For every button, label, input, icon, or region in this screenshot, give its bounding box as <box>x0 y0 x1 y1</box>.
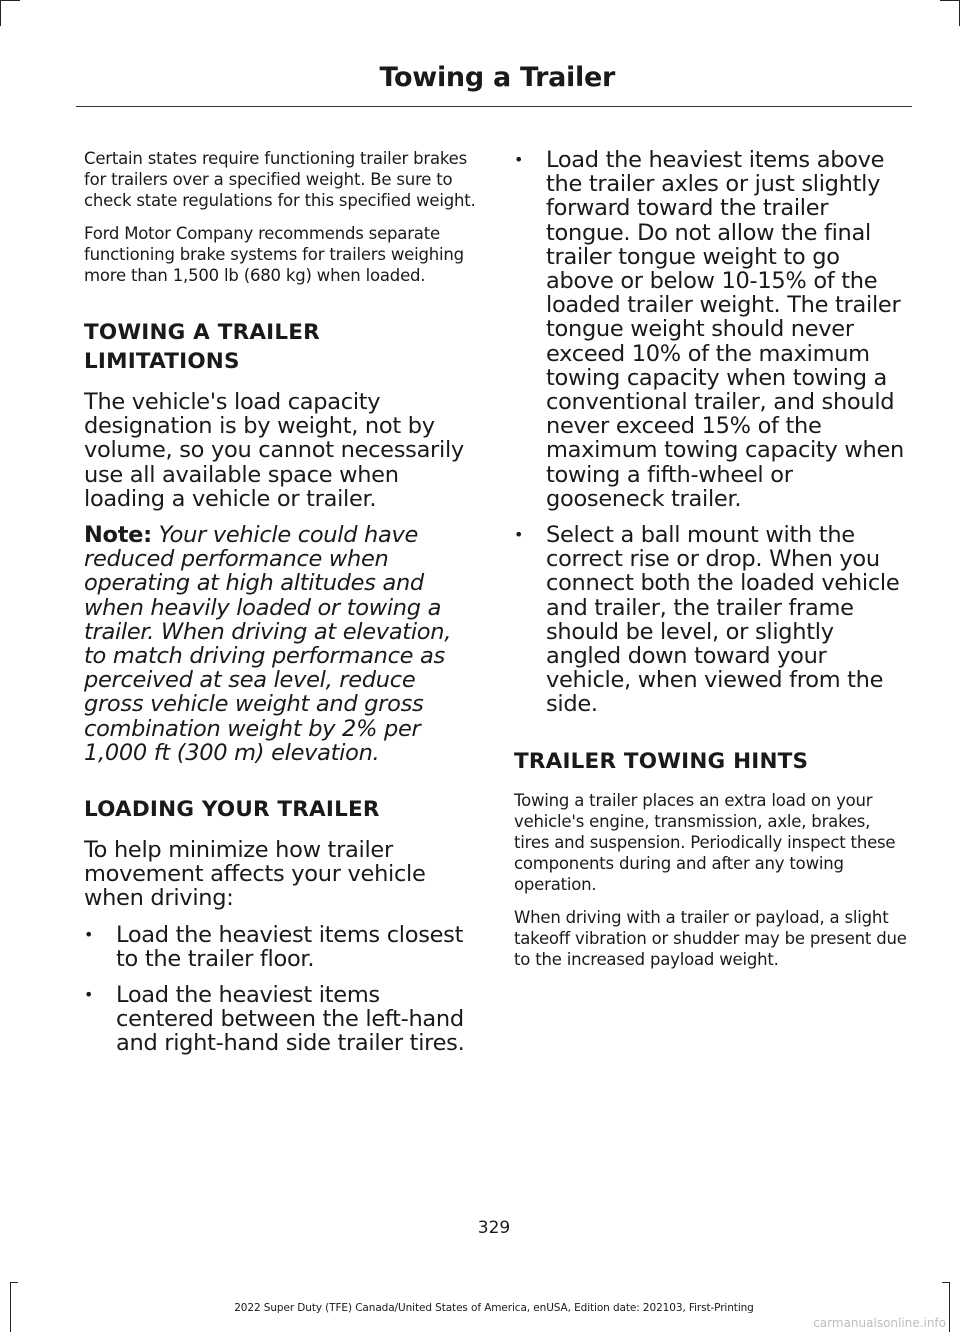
note-paragraph <box>84 523 476 765</box>
loading-bullet-list-continued <box>514 148 910 717</box>
page-number: 329 <box>477 1218 511 1238</box>
list-item: • Load the heaviest items above the trailer axles or just slightly forward toward the trailer tongue. Do not allow the final trailer tongue weight to go above or below 10-15% of the loaded trailer weight. The trailer tongue weight should never exceed 10% of the maximum towing capacity when towing a conventional trailer, and should never exceed 15% of the maximum towing capacity when towing a fifth-wheel or gooseneck trailer. <box>514 148 910 511</box>
section-heading-limitations <box>84 318 476 376</box>
hints-paragraph-2: When driving with a trailer or payload, a slight takeoff vibration or shudder may be present due to the increased payload weight. <box>514 907 907 969</box>
note-label: Note: <box>84 522 152 549</box>
section-heading-loading: LOADING YOUR TRAILER <box>84 797 380 823</box>
edition-footer: 2022 Super Duty (TFE) Canada/United States of America, enUSA, Edition date: 202103, First-Printing <box>234 1302 754 1314</box>
crop-mark <box>0 0 20 1</box>
heading-line: TOWING A TRAILER <box>84 320 320 345</box>
right-column <box>514 148 910 982</box>
note-text: Your vehicle could have reduced performance when operating at high altitudes and when heavily loaded or towing a trailer. When driving at elevation, to match driving performance as perceived at sea level, reduce gross vehicle weight and gross combination weight by 2% per 1,000 ft (300 m) elevation. <box>84 522 452 766</box>
header-divider <box>76 106 912 107</box>
list-item: • Load the heaviest items centered between the left-hand and right-hand side trailer tires. <box>84 983 476 1056</box>
limitations-paragraph: The vehicle's load capacity designation is by weight, not by volume, so you cannot necessarily use all available space when loading a vehicle or trailer. <box>84 389 464 512</box>
loading-bullet-list <box>84 923 476 1056</box>
crop-mark <box>942 1282 950 1283</box>
left-column <box>84 148 476 1068</box>
section-heading-hints: TRAILER TOWING HINTS <box>514 748 809 774</box>
hints-paragraph-1: Towing a trailer places an extra load on your vehicle's engine, transmission, axle, brakes, tires and suspension. Periodically inspect these components during and after any towing operation. <box>514 790 896 894</box>
loading-intro: To help minimize how trailer movement affects your vehicle when driving: <box>84 837 426 912</box>
crop-mark <box>0 0 1 26</box>
crop-mark <box>10 1282 18 1283</box>
watermark: carmanualsonline.info <box>813 1316 946 1330</box>
crop-mark <box>940 0 960 1</box>
intro-paragraph-1: Certain states require functioning trailer brakes for trailers over a specified weight. Be sure to check state regulations for this specified weight. <box>84 149 476 210</box>
list-item: • Load the heaviest items closest to the trailer floor. <box>84 923 476 971</box>
page-title: Towing a Trailer <box>379 62 615 93</box>
heading-line: LIMITATIONS <box>84 349 240 374</box>
list-item: • Select a ball mount with the correct rise or drop. When you connect both the loaded vehicle and trailer, the trailer frame should be level, or slightly angled down toward your vehicle, when viewed from the side. <box>514 523 910 717</box>
intro-paragraph-2: Ford Motor Company recommends separate functioning brake systems for trailers weighing more than 1,500 lb (680 kg) when loaded. <box>84 224 464 285</box>
